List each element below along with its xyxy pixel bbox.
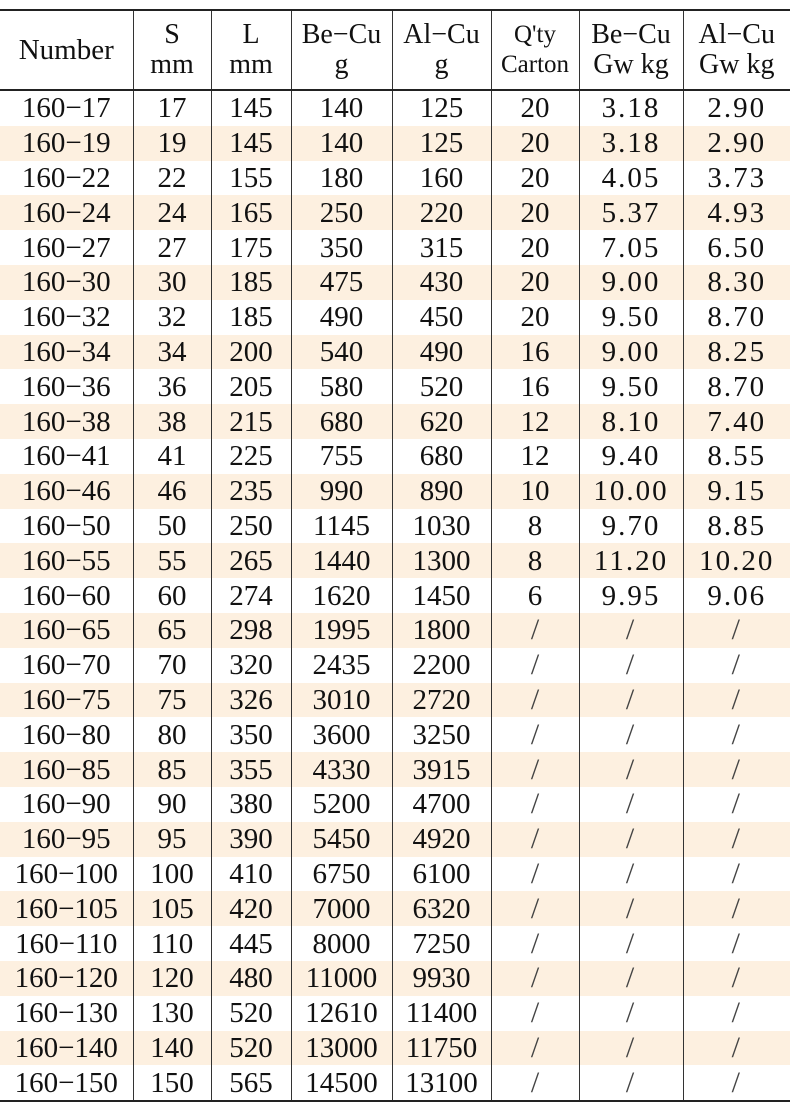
cell-be-cu-gw-kg: 11.20 <box>579 543 683 578</box>
table-body <box>0 90 790 1101</box>
cell-l-mm: 480 <box>211 961 291 996</box>
cell-be-cu-gw-kg: / <box>579 717 683 752</box>
cell-al-cu-g: 4920 <box>392 822 491 857</box>
cell-be-cu-gw-kg: / <box>579 996 683 1031</box>
header-al-cu-gw-unit: Gw kg <box>699 49 775 80</box>
cell-al-cu-g: 520 <box>392 369 491 404</box>
cell-qty-carton: / <box>491 1031 579 1066</box>
cell-l-mm: 175 <box>211 230 291 265</box>
cell-s-mm: 32 <box>133 300 211 335</box>
cell-s-mm: 70 <box>133 648 211 683</box>
cell-be-cu-g: 490 <box>291 300 392 335</box>
cell-be-cu-gw-kg: / <box>579 648 683 683</box>
cell-qty-carton: / <box>491 961 579 996</box>
cell-l-mm: 185 <box>211 300 291 335</box>
cell-al-cu-gw-kg: 9.15 <box>683 474 790 509</box>
header-be-cu-label: Be−Cu <box>301 19 382 50</box>
cell-be-cu-gw-kg: / <box>579 613 683 648</box>
cell-number: 160−17 <box>21 92 111 125</box>
cell-be-cu-gw-kg: 9.50 <box>579 369 683 404</box>
cell-qty-carton: 8 <box>491 543 579 578</box>
cell-s-mm: 50 <box>133 509 211 544</box>
cell-al-cu-g: 2720 <box>392 683 491 718</box>
header-be-cu-weight <box>291 10 392 90</box>
cell-be-cu-gw-kg: 9.95 <box>579 578 683 613</box>
cell-al-cu-g: 125 <box>392 126 491 161</box>
cell-s-mm: 38 <box>133 404 211 439</box>
cell-al-cu-g: 6100 <box>392 857 491 892</box>
cell-al-cu-g: 3915 <box>392 752 491 787</box>
cell-number: 160−80 <box>21 718 111 751</box>
cell-be-cu-g: 1440 <box>291 543 392 578</box>
cell-l-mm: 320 <box>211 648 291 683</box>
cell-be-cu-gw-kg: / <box>579 787 683 822</box>
cell-qty-carton: / <box>491 996 579 1031</box>
cell-s-mm: 30 <box>133 265 211 300</box>
cell-be-cu-gw-kg: 3.18 <box>579 126 683 161</box>
cell-l-mm: 235 <box>211 474 291 509</box>
cell-be-cu-g: 680 <box>291 404 392 439</box>
cell-s-mm: 130 <box>133 996 211 1031</box>
cell-be-cu-g: 140 <box>291 90 392 126</box>
cell-l-mm: 185 <box>211 265 291 300</box>
cell-l-mm: 326 <box>211 683 291 718</box>
cell-qty-carton: 16 <box>491 335 579 370</box>
cell-number: 160−27 <box>21 231 111 264</box>
cell-l-mm: 298 <box>211 613 291 648</box>
cell-be-cu-gw-kg: / <box>579 683 683 718</box>
cell-al-cu-g: 9930 <box>392 961 491 996</box>
cell-al-cu-gw-kg: 8.70 <box>683 300 790 335</box>
header-l-label: L <box>242 19 260 50</box>
cell-al-cu-gw-kg: 8.55 <box>683 439 790 474</box>
cell-be-cu-g: 3600 <box>291 717 392 752</box>
cell-be-cu-g: 11000 <box>291 961 392 996</box>
cell-be-cu-g: 250 <box>291 195 392 230</box>
spec-table <box>0 9 790 1102</box>
cell-s-mm: 55 <box>133 543 211 578</box>
cell-number: 160−85 <box>0 752 133 787</box>
cell-l-mm: 165 <box>211 195 291 230</box>
cell-be-cu-g: 2435 <box>291 648 392 683</box>
cell-be-cu-g: 12610 <box>291 996 392 1031</box>
cell-l-mm: 250 <box>211 509 291 544</box>
header-qty-carton <box>491 10 579 90</box>
cell-be-cu-g: 180 <box>291 161 392 196</box>
cell-be-cu-g: 3010 <box>291 683 392 718</box>
header-number <box>0 10 133 90</box>
table-row <box>0 369 790 404</box>
table-row <box>0 996 790 1031</box>
cell-qty-carton: / <box>491 683 579 718</box>
cell-be-cu-gw-kg: 9.40 <box>579 439 683 474</box>
cell-al-cu-g: 620 <box>392 404 491 439</box>
cell-be-cu-g: 475 <box>291 265 392 300</box>
cell-al-cu-gw-kg: / <box>683 648 790 683</box>
cell-s-mm: 95 <box>133 822 211 857</box>
cell-qty-carton: 20 <box>491 90 579 126</box>
cell-be-cu-g: 5200 <box>291 787 392 822</box>
cell-al-cu-g: 1030 <box>392 509 491 544</box>
table-row <box>0 230 790 265</box>
cell-number: 160−22 <box>21 161 111 194</box>
table-row <box>0 683 790 718</box>
cell-s-mm: 19 <box>133 126 211 161</box>
header-s-unit: mm <box>150 49 194 80</box>
cell-l-mm: 355 <box>211 752 291 787</box>
cell-be-cu-gw-kg: 9.00 <box>579 265 683 300</box>
cell-s-mm: 65 <box>133 613 211 648</box>
cell-qty-carton: 10 <box>491 474 579 509</box>
cell-al-cu-gw-kg: 8.30 <box>683 265 790 300</box>
cell-l-mm: 225 <box>211 439 291 474</box>
cell-be-cu-gw-kg: 9.00 <box>579 335 683 370</box>
cell-qty-carton: / <box>491 891 579 926</box>
table-row <box>0 1065 790 1101</box>
cell-number: 160−50 <box>21 509 111 542</box>
cell-al-cu-g: 450 <box>392 300 491 335</box>
cell-be-cu-g: 7000 <box>291 891 392 926</box>
table-row <box>0 543 790 578</box>
header-be-cu-unit: g <box>334 49 349 80</box>
cell-al-cu-g: 11400 <box>392 996 491 1031</box>
cell-number: 160−100 <box>14 857 118 890</box>
cell-l-mm: 205 <box>211 369 291 404</box>
cell-be-cu-g: 540 <box>291 335 392 370</box>
cell-al-cu-gw-kg: 2.90 <box>683 90 790 126</box>
cell-qty-carton: 16 <box>491 369 579 404</box>
cell-number: 160−32 <box>21 301 111 334</box>
cell-be-cu-gw-kg: 8.10 <box>579 404 683 439</box>
table-row <box>0 439 790 474</box>
table-row <box>0 300 790 335</box>
cell-be-cu-gw-kg: 5.37 <box>579 195 683 230</box>
cell-qty-carton: 20 <box>491 195 579 230</box>
cell-be-cu-gw-kg: / <box>579 961 683 996</box>
cell-s-mm: 36 <box>133 369 211 404</box>
table-row <box>0 195 790 230</box>
cell-al-cu-gw-kg: / <box>683 822 790 857</box>
cell-number: 160−70 <box>21 649 111 682</box>
cell-al-cu-g: 3250 <box>392 717 491 752</box>
table-row <box>0 1031 790 1066</box>
cell-al-cu-g: 2200 <box>392 648 491 683</box>
cell-al-cu-gw-kg: / <box>683 717 790 752</box>
cell-number: 160−110 <box>15 927 118 960</box>
cell-qty-carton: 12 <box>491 404 579 439</box>
table-row <box>0 509 790 544</box>
header-al-cu-weight <box>392 10 491 90</box>
header-qty-label: Q'ty <box>513 21 556 48</box>
header-al-cu-label: Al−Cu <box>403 19 480 50</box>
table-row <box>0 752 790 787</box>
cell-qty-carton: 12 <box>491 439 579 474</box>
table-row <box>0 613 790 648</box>
cell-number: 160−36 <box>21 370 111 403</box>
cell-l-mm: 274 <box>211 578 291 613</box>
cell-l-mm: 390 <box>211 822 291 857</box>
cell-number: 160−75 <box>0 683 133 718</box>
cell-s-mm: 22 <box>133 161 211 196</box>
table-row <box>0 787 790 822</box>
cell-al-cu-gw-kg: / <box>683 1065 790 1101</box>
cell-l-mm: 350 <box>211 717 291 752</box>
cell-qty-carton: / <box>491 613 579 648</box>
cell-number: 160−90 <box>21 788 111 821</box>
header-al-cu-gw-label: Al−Cu <box>698 19 775 50</box>
cell-l-mm: 215 <box>211 404 291 439</box>
cell-al-cu-gw-kg: 6.50 <box>683 230 790 265</box>
header-number-label: Number <box>18 34 114 66</box>
cell-be-cu-g: 755 <box>291 439 392 474</box>
table-row <box>0 404 790 439</box>
cell-s-mm: 110 <box>133 926 211 961</box>
cell-al-cu-gw-kg: 7.40 <box>683 404 790 439</box>
cell-qty-carton: / <box>491 926 579 961</box>
cell-number: 160−150 <box>0 1065 133 1101</box>
cell-be-cu-g: 14500 <box>291 1065 392 1101</box>
cell-al-cu-gw-kg: / <box>683 926 790 961</box>
cell-number: 160−55 <box>0 543 133 578</box>
cell-s-mm: 46 <box>133 474 211 509</box>
table-row <box>0 161 790 196</box>
cell-al-cu-g: 1300 <box>392 543 491 578</box>
cell-qty-carton: / <box>491 787 579 822</box>
header-row <box>0 10 790 90</box>
header-al-cu-gross-weight <box>683 10 790 90</box>
cell-be-cu-gw-kg: / <box>579 1031 683 1066</box>
cell-al-cu-g: 1450 <box>392 578 491 613</box>
cell-s-mm: 140 <box>133 1031 211 1066</box>
table-row <box>0 335 790 370</box>
cell-number: 160−19 <box>0 126 133 161</box>
cell-al-cu-g: 680 <box>392 439 491 474</box>
cell-al-cu-g: 220 <box>392 195 491 230</box>
cell-be-cu-gw-kg: 4.05 <box>579 161 683 196</box>
cell-be-cu-gw-kg: / <box>579 926 683 961</box>
cell-qty-carton: / <box>491 752 579 787</box>
cell-al-cu-g: 430 <box>392 265 491 300</box>
header-s <box>133 10 211 90</box>
cell-l-mm: 520 <box>211 996 291 1031</box>
cell-number: 160−24 <box>0 195 133 230</box>
cell-al-cu-gw-kg: / <box>683 613 790 648</box>
header-s-label: S <box>164 19 180 50</box>
cell-number: 160−46 <box>0 474 133 509</box>
cell-s-mm: 100 <box>133 857 211 892</box>
header-be-cu-gross-weight <box>579 10 683 90</box>
cell-be-cu-g: 1620 <box>291 578 392 613</box>
table-row <box>0 822 790 857</box>
cell-al-cu-gw-kg: / <box>683 857 790 892</box>
cell-be-cu-g: 140 <box>291 126 392 161</box>
cell-be-cu-gw-kg: / <box>579 857 683 892</box>
cell-qty-carton: 20 <box>491 300 579 335</box>
table-row <box>0 717 790 752</box>
cell-al-cu-gw-kg: / <box>683 996 790 1031</box>
cell-qty-carton: / <box>491 648 579 683</box>
table-row <box>0 857 790 892</box>
header-l <box>211 10 291 90</box>
cell-number: 160−120 <box>0 961 133 996</box>
cell-al-cu-g: 160 <box>392 161 491 196</box>
cell-qty-carton: 20 <box>491 230 579 265</box>
cell-be-cu-g: 8000 <box>291 926 392 961</box>
cell-al-cu-g: 490 <box>392 335 491 370</box>
cell-l-mm: 380 <box>211 787 291 822</box>
cell-al-cu-gw-kg: 3.73 <box>683 161 790 196</box>
cell-be-cu-gw-kg: / <box>579 822 683 857</box>
table-row <box>0 961 790 996</box>
cell-be-cu-gw-kg: 7.05 <box>579 230 683 265</box>
table-header <box>0 10 790 90</box>
cell-s-mm: 150 <box>133 1065 211 1101</box>
cell-number: 160−30 <box>0 265 133 300</box>
cell-qty-carton: / <box>491 857 579 892</box>
cell-be-cu-gw-kg: 10.00 <box>579 474 683 509</box>
table-row <box>0 648 790 683</box>
cell-al-cu-gw-kg: / <box>683 891 790 926</box>
cell-be-cu-g: 13000 <box>291 1031 392 1066</box>
cell-l-mm: 445 <box>211 926 291 961</box>
cell-number: 160−38 <box>0 404 133 439</box>
cell-number: 160−60 <box>21 579 111 612</box>
header-l-unit: mm <box>229 49 273 80</box>
cell-al-cu-gw-kg: / <box>683 961 790 996</box>
cell-al-cu-g: 125 <box>392 90 491 126</box>
cell-s-mm: 17 <box>133 90 211 126</box>
cell-al-cu-gw-kg: 2.90 <box>683 126 790 161</box>
cell-be-cu-gw-kg: / <box>579 752 683 787</box>
cell-al-cu-g: 6320 <box>392 891 491 926</box>
cell-l-mm: 420 <box>211 891 291 926</box>
cell-s-mm: 27 <box>133 230 211 265</box>
cell-al-cu-g: 315 <box>392 230 491 265</box>
cell-al-cu-g: 13100 <box>392 1065 491 1101</box>
cell-al-cu-gw-kg: 10.20 <box>683 543 790 578</box>
cell-al-cu-g: 1800 <box>392 613 491 648</box>
table-row <box>0 474 790 509</box>
cell-l-mm: 145 <box>211 126 291 161</box>
cell-be-cu-g: 6750 <box>291 857 392 892</box>
header-al-cu-unit: g <box>434 49 449 80</box>
cell-be-cu-g: 990 <box>291 474 392 509</box>
cell-s-mm: 41 <box>133 439 211 474</box>
cell-be-cu-g: 350 <box>291 230 392 265</box>
cell-al-cu-g: 7250 <box>392 926 491 961</box>
cell-be-cu-g: 580 <box>291 369 392 404</box>
cell-s-mm: 34 <box>133 335 211 370</box>
cell-number: 160−41 <box>21 440 111 473</box>
cell-al-cu-gw-kg: / <box>683 752 790 787</box>
table-row <box>0 891 790 926</box>
header-be-cu-gw-label: Be−Cu <box>591 19 671 50</box>
cell-number: 160−140 <box>0 1031 133 1066</box>
cell-s-mm: 80 <box>133 717 211 752</box>
table-row <box>0 578 790 613</box>
cell-l-mm: 200 <box>211 335 291 370</box>
cell-al-cu-gw-kg: 8.70 <box>683 369 790 404</box>
cell-al-cu-gw-kg: 8.85 <box>683 509 790 544</box>
cell-al-cu-g: 11750 <box>392 1031 491 1066</box>
cell-be-cu-gw-kg: 9.70 <box>579 509 683 544</box>
cell-l-mm: 155 <box>211 161 291 196</box>
cell-al-cu-gw-kg: 9.06 <box>683 578 790 613</box>
table-row <box>0 90 790 126</box>
cell-al-cu-gw-kg: 4.93 <box>683 195 790 230</box>
cell-qty-carton: 6 <box>491 578 579 613</box>
cell-al-cu-gw-kg: / <box>683 683 790 718</box>
cell-be-cu-gw-kg: 9.50 <box>579 300 683 335</box>
cell-qty-carton: / <box>491 822 579 857</box>
cell-al-cu-g: 890 <box>392 474 491 509</box>
table-row <box>0 126 790 161</box>
cell-l-mm: 410 <box>211 857 291 892</box>
cell-qty-carton: 20 <box>491 265 579 300</box>
cell-number: 160−95 <box>0 822 133 857</box>
cell-l-mm: 265 <box>211 543 291 578</box>
cell-qty-carton: / <box>491 1065 579 1101</box>
cell-s-mm: 120 <box>133 961 211 996</box>
header-carton-label: Carton <box>500 51 570 78</box>
cell-be-cu-gw-kg: / <box>579 1065 683 1101</box>
cell-number: 160−34 <box>0 335 133 370</box>
table-row <box>0 265 790 300</box>
header-be-cu-gw-unit: Gw kg <box>593 49 669 80</box>
cell-s-mm: 105 <box>133 891 211 926</box>
cell-be-cu-gw-kg: / <box>579 891 683 926</box>
cell-s-mm: 60 <box>133 578 211 613</box>
cell-be-cu-g: 5450 <box>291 822 392 857</box>
cell-l-mm: 565 <box>211 1065 291 1101</box>
cell-s-mm: 90 <box>133 787 211 822</box>
cell-qty-carton: / <box>491 717 579 752</box>
cell-number: 160−65 <box>0 613 133 648</box>
cell-number: 160−105 <box>0 891 133 926</box>
cell-qty-carton: 20 <box>491 126 579 161</box>
table-row <box>0 926 790 961</box>
cell-al-cu-g: 4700 <box>392 787 491 822</box>
cell-qty-carton: 8 <box>491 509 579 544</box>
cell-be-cu-g: 1995 <box>291 613 392 648</box>
cell-s-mm: 85 <box>133 752 211 787</box>
cell-number: 160−130 <box>14 997 118 1030</box>
cell-qty-carton: 20 <box>491 161 579 196</box>
cell-s-mm: 75 <box>133 683 211 718</box>
cell-al-cu-gw-kg: / <box>683 787 790 822</box>
cell-s-mm: 24 <box>133 195 211 230</box>
cell-be-cu-g: 1145 <box>291 509 392 544</box>
cell-be-cu-gw-kg: 3.18 <box>579 90 683 126</box>
cell-al-cu-gw-kg: 8.25 <box>683 335 790 370</box>
cell-al-cu-gw-kg: / <box>683 1031 790 1066</box>
cell-l-mm: 520 <box>211 1031 291 1066</box>
cell-l-mm: 145 <box>211 90 291 126</box>
cell-be-cu-g: 4330 <box>291 752 392 787</box>
